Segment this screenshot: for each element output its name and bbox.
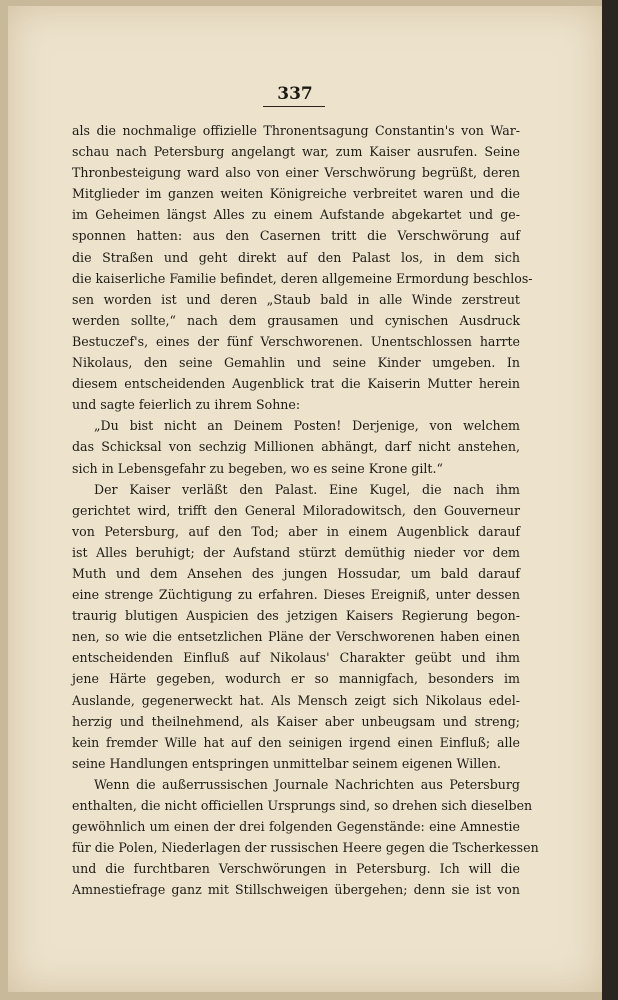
text-line: die kaiserliche Familie befindet, deren allgemeine Ermordung beschlos- — [72, 270, 533, 286]
text-line: Auslande, gegenerweckt hat. Als Mensch zeigt sich Nikolaus edel- — [72, 692, 520, 708]
text-line: Nikolaus, den seine Gemahlin und seine Kinder umgeben. In — [72, 355, 520, 371]
text-line: gerichtet wird, trifft den General Miloradowitsch, den Gouverneur — [72, 502, 520, 518]
text-line: jene Härte gegeben, wodurch er so mannigfach, besonders im — [72, 671, 520, 687]
text-line: Der Kaiser verläßt den Palast. Eine Kugel, die nach ihm — [94, 481, 520, 497]
text-line: traurig blutigen Auspicien des jetzigen Kaisers Regierung begon- — [72, 608, 520, 624]
text-line: von Petersburg, auf den Tod; aber in einem Augenblick darauf — [72, 523, 520, 539]
text-line: entscheidenden Einfluß auf Nikolaus' Charakter geübt und ihm — [72, 650, 520, 666]
text-line: Mitglieder im ganzen weiten Königreiche verbreitet waren und die — [72, 186, 520, 202]
header-rule — [263, 106, 325, 107]
text-line: Bestuczef's, eines der fünf Verschworenen. Unentschlossen harrte — [72, 333, 520, 349]
text-line: enthalten, die nicht officiellen Ursprungs sind, so drehen sich dieselben — [72, 798, 533, 813]
text-line: und sagte feierlich zu ihrem Sohne: — [72, 397, 301, 413]
text-line: schau nach Petersburg angelangt war, zum Kaiser ausrufen. Seine — [72, 144, 520, 160]
text-line: im Geheimen längst Alles zu einem Aufstande abgekartet und ge- — [72, 207, 520, 223]
text-line: sponnen hatten: aus den Casernen tritt die Verschwörung auf — [72, 228, 520, 244]
text-line: die Straßen und geht direkt auf den Palast los, in dem sich — [72, 249, 520, 265]
text-line: für die Polen, Niederlagen der russischen Heere gegen die Tscherkessen — [72, 840, 539, 856]
text-line: Muth und dem Ansehen des jungen Hossudar, um bald darauf — [72, 565, 520, 581]
text-line: herzig und theilnehmend, als Kaiser aber unbeugsam und streng; — [72, 713, 520, 729]
text-line: „Du bist nicht an Deinem Posten! Derjenige, von welchem — [94, 418, 520, 434]
text-line: eine strenge Züchtigung zu erfahren. Dieses Ereigniß, unter dessen — [72, 587, 520, 603]
text-line: Wenn die außerrussischen Journale Nachrichten aus Petersburg — [94, 776, 520, 792]
text-line: Thronbesteigung ward also von einer Verschwörung begrüßt, deren — [72, 165, 520, 181]
text-line: diesem entscheidenden Augenblick trat die Kaiserin Mutter herein — [72, 376, 520, 392]
text-line: ist Alles beruhigt; der Aufstand stürzt demüthig nieder vor dem — [72, 544, 520, 560]
text-line: als die nochmalige offizielle Thronentsagung Constantin's von War- — [72, 123, 520, 138]
text-line: seine Handlungen entspringen unmittelbar seinem eigenen Willen. — [72, 755, 501, 771]
body-text — [72, 120, 539, 900]
page-number: 337 — [277, 84, 313, 104]
text-line: Amnestiefrage ganz mit Stillschweigen übergehen; denn sie ist von — [72, 882, 520, 898]
text-line: und die furchtbaren Verschwörungen in Petersburg. Ich will die — [72, 861, 520, 877]
book-page — [8, 6, 602, 992]
text-line: kein fremder Wille hat auf den seinigen irgend einen Einfluß; alle — [72, 734, 520, 750]
page-edge — [602, 0, 618, 1000]
text-line: gewöhnlich um einen der drei folgenden Gegenstände: eine Amnestie — [72, 819, 520, 835]
text-line: sich in Lebensgefahr zu begeben, wo es seine Krone gilt.“ — [72, 460, 443, 476]
text-line: nen, so wie die entsetzlichen Pläne der Verschworenen haben einen — [72, 629, 520, 645]
text-line: das Schicksal von sechzig Millionen abhängt, darf nicht anstehen, — [72, 439, 520, 455]
text-line: werden sollte,“ nach dem grausamen und cynischen Ausdruck — [72, 312, 520, 328]
text-line: sen worden ist und deren „Staub bald in alle Winde zerstreut — [72, 291, 520, 307]
